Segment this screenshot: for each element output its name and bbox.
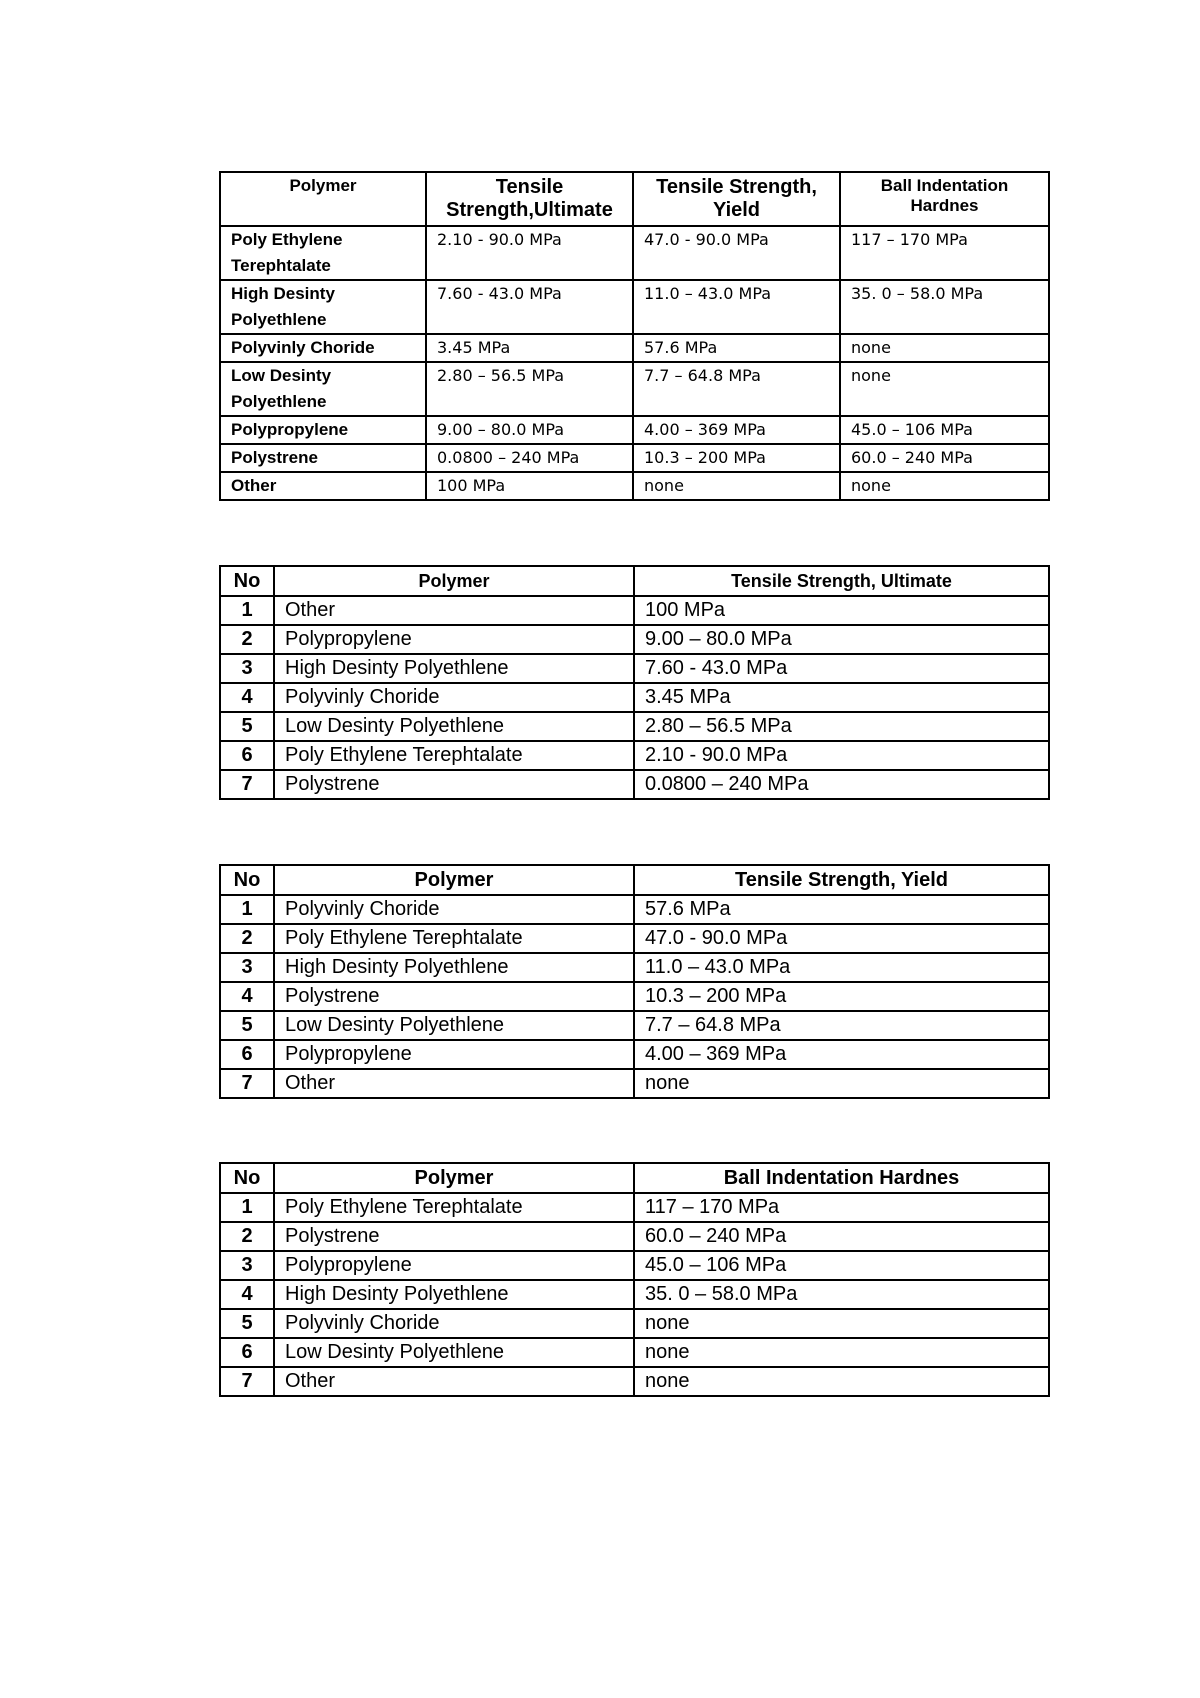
cell-rank: 5 bbox=[220, 1309, 274, 1338]
table-row bbox=[220, 712, 1049, 741]
cell-value: none bbox=[634, 1338, 1049, 1367]
cell-value: 117 – 170 MPa bbox=[634, 1193, 1049, 1222]
cell-polymer: Other bbox=[274, 596, 634, 625]
cell-value: 3.45 MPa bbox=[634, 683, 1049, 712]
cell-polymer: Low Desinty Polyethlene bbox=[274, 1338, 634, 1367]
cell-value: 4.00 – 369 MPa bbox=[633, 416, 840, 444]
cell-value: 7.60 - 43.0 MPa bbox=[426, 280, 633, 334]
cell-value: none bbox=[840, 334, 1049, 362]
table-header-row bbox=[220, 1163, 1049, 1193]
cell-value: 7.7 – 64.8 MPa bbox=[633, 362, 840, 416]
cell-polymer: Polystrene bbox=[274, 770, 634, 799]
table-row bbox=[220, 1222, 1049, 1251]
table-row bbox=[220, 472, 1049, 500]
table-row bbox=[220, 982, 1049, 1011]
cell-rank: 2 bbox=[220, 1222, 274, 1251]
cell-value: 45.0 – 106 MPa bbox=[634, 1251, 1049, 1280]
header-ball-hardness: Ball Indentation Hardnes bbox=[840, 172, 1049, 226]
cell-rank: 5 bbox=[220, 712, 274, 741]
cell-value: 60.0 – 240 MPa bbox=[634, 1222, 1049, 1251]
header-value: Tensile Strength, Ultimate bbox=[634, 566, 1049, 596]
header-polymer: Polymer bbox=[274, 865, 634, 895]
header-tensile-yield: Tensile Strength, Yield bbox=[633, 172, 840, 226]
cell-value: 2.80 – 56.5 MPa bbox=[634, 712, 1049, 741]
table-header-row bbox=[220, 172, 1049, 226]
cell-polymer: Polyvinly Choride bbox=[274, 683, 634, 712]
cell-value: 2.80 – 56.5 MPa bbox=[426, 362, 633, 416]
cell-value: 3.45 MPa bbox=[426, 334, 633, 362]
cell-polymer: High Desinty Polyethlene bbox=[274, 654, 634, 683]
cell-rank: 1 bbox=[220, 596, 274, 625]
table-row bbox=[220, 1338, 1049, 1367]
table-row bbox=[220, 362, 1049, 416]
cell-value: none bbox=[633, 472, 840, 500]
cell-rank: 2 bbox=[220, 625, 274, 654]
yield-ranking-table bbox=[219, 864, 1050, 1099]
table-row bbox=[220, 1367, 1049, 1396]
cell-polymer: Polypropylene bbox=[220, 416, 426, 444]
cell-value: 11.0 – 43.0 MPa bbox=[633, 280, 840, 334]
table-header-row bbox=[220, 865, 1049, 895]
cell-value: 57.6 MPa bbox=[634, 895, 1049, 924]
hardness-ranking-table bbox=[219, 1162, 1050, 1397]
cell-polymer: Other bbox=[220, 472, 426, 500]
table-row bbox=[220, 654, 1049, 683]
table-row bbox=[220, 924, 1049, 953]
cell-rank: 3 bbox=[220, 654, 274, 683]
cell-polymer: Poly Ethylene Terephtalate bbox=[274, 924, 634, 953]
cell-polymer: High Desinty Polyethlene bbox=[220, 280, 426, 334]
cell-rank: 4 bbox=[220, 982, 274, 1011]
cell-value: 7.7 – 64.8 MPa bbox=[634, 1011, 1049, 1040]
cell-value: 35. 0 – 58.0 MPa bbox=[634, 1280, 1049, 1309]
cell-polymer: Polystrene bbox=[274, 982, 634, 1011]
cell-rank: 1 bbox=[220, 895, 274, 924]
cell-value: none bbox=[634, 1069, 1049, 1098]
table-row bbox=[220, 770, 1049, 799]
header-no: No bbox=[220, 566, 274, 596]
table-row bbox=[220, 1251, 1049, 1280]
cell-value: none bbox=[840, 472, 1049, 500]
cell-polymer: Polyvinly Choride bbox=[274, 1309, 634, 1338]
cell-value: 100 MPa bbox=[426, 472, 633, 500]
cell-polymer: Low Desinty Polyethlene bbox=[220, 362, 426, 416]
cell-value: none bbox=[634, 1367, 1049, 1396]
cell-value: 45.0 – 106 MPa bbox=[840, 416, 1049, 444]
table-header-row bbox=[220, 566, 1049, 596]
table-row bbox=[220, 444, 1049, 472]
table-row bbox=[220, 953, 1049, 982]
cell-rank: 4 bbox=[220, 1280, 274, 1309]
table-row bbox=[220, 1280, 1049, 1309]
table-row bbox=[220, 683, 1049, 712]
table-row bbox=[220, 596, 1049, 625]
cell-rank: 3 bbox=[220, 1251, 274, 1280]
cell-polymer: High Desinty Polyethlene bbox=[274, 1280, 634, 1309]
table-row bbox=[220, 1193, 1049, 1222]
polymer-properties-table bbox=[219, 171, 1050, 501]
cell-rank: 1 bbox=[220, 1193, 274, 1222]
cell-polymer: Polypropylene bbox=[274, 1251, 634, 1280]
table-row bbox=[220, 226, 1049, 280]
cell-polymer: Low Desinty Polyethlene bbox=[274, 1011, 634, 1040]
cell-polymer: Polystrene bbox=[220, 444, 426, 472]
cell-polymer: Polyvinly Choride bbox=[220, 334, 426, 362]
cell-polymer: Low Desinty Polyethlene bbox=[274, 712, 634, 741]
cell-value: 9.00 – 80.0 MPa bbox=[634, 625, 1049, 654]
cell-polymer: Poly Ethylene Terephtalate bbox=[274, 1193, 634, 1222]
cell-value: 60.0 – 240 MPa bbox=[840, 444, 1049, 472]
cell-polymer: Other bbox=[274, 1367, 634, 1396]
table-row bbox=[220, 1011, 1049, 1040]
table-row bbox=[220, 1069, 1049, 1098]
cell-rank: 7 bbox=[220, 1367, 274, 1396]
cell-polymer: Polystrene bbox=[274, 1222, 634, 1251]
cell-value: 47.0 - 90.0 MPa bbox=[634, 924, 1049, 953]
cell-value: 7.60 - 43.0 MPa bbox=[634, 654, 1049, 683]
cell-polymer: Polypropylene bbox=[274, 625, 634, 654]
cell-value: 9.00 – 80.0 MPa bbox=[426, 416, 633, 444]
cell-value: 57.6 MPa bbox=[633, 334, 840, 362]
cell-rank: 6 bbox=[220, 1338, 274, 1367]
cell-value: 10.3 – 200 MPa bbox=[633, 444, 840, 472]
header-no: No bbox=[220, 865, 274, 895]
cell-value: 117 – 170 MPa bbox=[840, 226, 1049, 280]
header-value: Tensile Strength, Yield bbox=[634, 865, 1049, 895]
cell-value: 2.10 - 90.0 MPa bbox=[634, 741, 1049, 770]
header-value: Ball Indentation Hardnes bbox=[634, 1163, 1049, 1193]
cell-value: 4.00 – 369 MPa bbox=[634, 1040, 1049, 1069]
cell-rank: 7 bbox=[220, 770, 274, 799]
cell-value: 2.10 - 90.0 MPa bbox=[426, 226, 633, 280]
cell-value: 0.0800 – 240 MPa bbox=[426, 444, 633, 472]
table-row bbox=[220, 895, 1049, 924]
table-row bbox=[220, 1309, 1049, 1338]
cell-rank: 6 bbox=[220, 1040, 274, 1069]
cell-value: none bbox=[634, 1309, 1049, 1338]
cell-polymer: Poly Ethylene Terephtalate bbox=[220, 226, 426, 280]
cell-rank: 7 bbox=[220, 1069, 274, 1098]
cell-rank: 6 bbox=[220, 741, 274, 770]
cell-polymer: Polypropylene bbox=[274, 1040, 634, 1069]
header-tensile-ultimate: Tensile Strength,Ultimate bbox=[426, 172, 633, 226]
cell-value: 47.0 - 90.0 MPa bbox=[633, 226, 840, 280]
cell-polymer: High Desinty Polyethlene bbox=[274, 953, 634, 982]
cell-rank: 3 bbox=[220, 953, 274, 982]
cell-value: 100 MPa bbox=[634, 596, 1049, 625]
table-row bbox=[220, 416, 1049, 444]
cell-value: 35. 0 – 58.0 MPa bbox=[840, 280, 1049, 334]
cell-rank: 2 bbox=[220, 924, 274, 953]
cell-value: 10.3 – 200 MPa bbox=[634, 982, 1049, 1011]
table-row bbox=[220, 334, 1049, 362]
header-polymer: Polymer bbox=[274, 1163, 634, 1193]
header-no: No bbox=[220, 1163, 274, 1193]
cell-value: 11.0 – 43.0 MPa bbox=[634, 953, 1049, 982]
cell-value: none bbox=[840, 362, 1049, 416]
header-polymer: Polymer bbox=[220, 172, 426, 226]
table-row bbox=[220, 741, 1049, 770]
cell-polymer: Other bbox=[274, 1069, 634, 1098]
header-polymer: Polymer bbox=[274, 566, 634, 596]
cell-rank: 4 bbox=[220, 683, 274, 712]
table-row bbox=[220, 625, 1049, 654]
table-row bbox=[220, 1040, 1049, 1069]
cell-polymer: Poly Ethylene Terephtalate bbox=[274, 741, 634, 770]
ultimate-ranking-table bbox=[219, 565, 1050, 800]
cell-rank: 5 bbox=[220, 1011, 274, 1040]
cell-value: 0.0800 – 240 MPa bbox=[634, 770, 1049, 799]
cell-polymer: Polyvinly Choride bbox=[274, 895, 634, 924]
table-row bbox=[220, 280, 1049, 334]
